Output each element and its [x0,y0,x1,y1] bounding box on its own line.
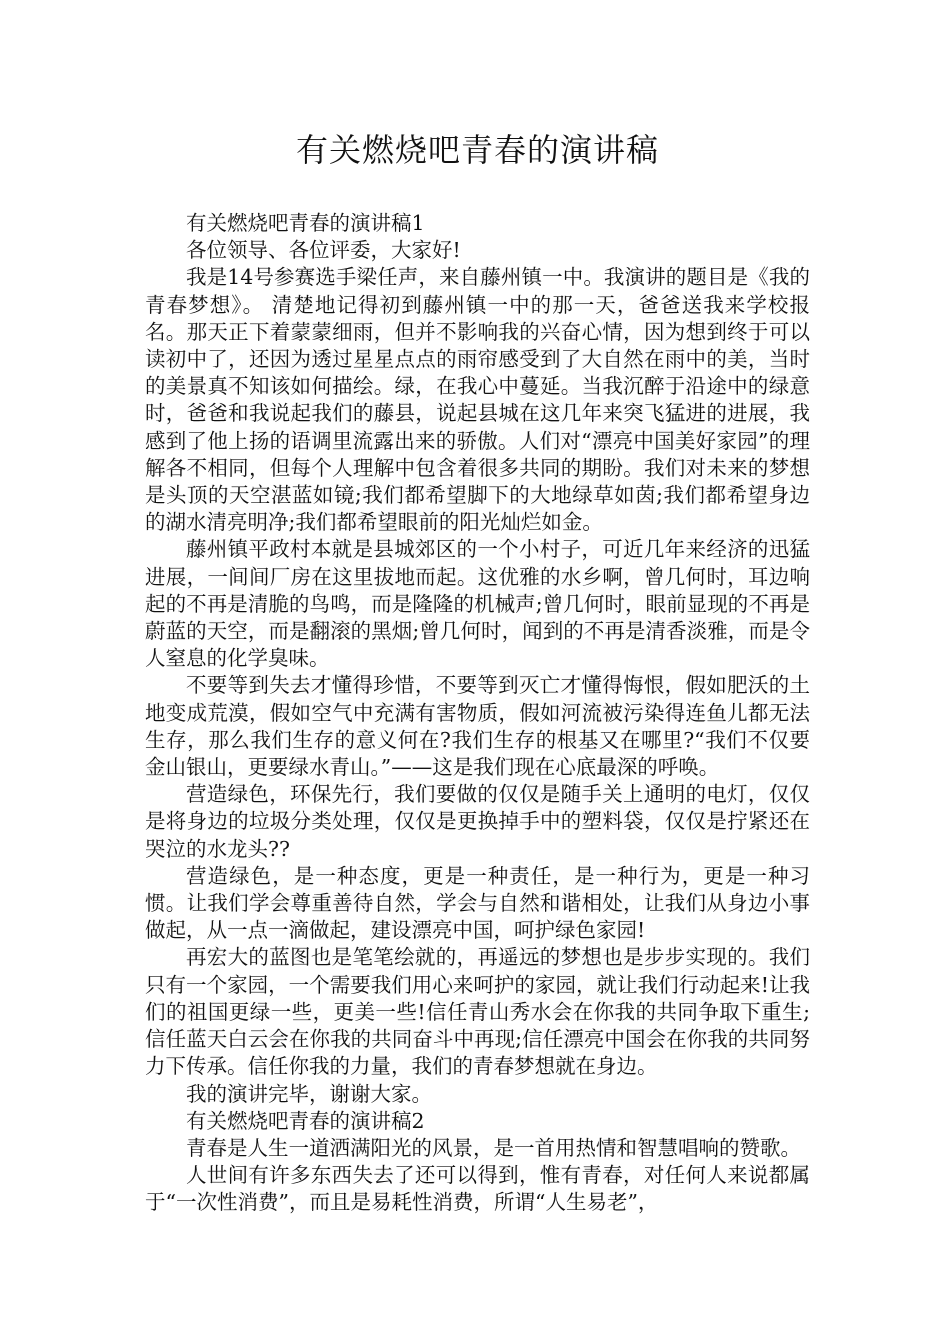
body-paragraph: 我是14号参赛选手梁任声，来自藤州镇一中。我演讲的题目是《我的青春梦想》。 清楚地记得初到藤州镇一中的那一天，爸爸送我来学校报名。那天正下着蒙蒙细雨，但并不影响我的兴奋心情，因为想到终于可以读初中了，还因为透过星星点点的雨帘感受到了大自然在雨中的美，当时的美景真不知该如何描绘。绿，在我心中蔓延。当我沉醉于沿途中的绿意时，爸爸和我说起我们的藤县，说起县城在这几年来突飞猛进的进展，我感到了他上扬的语调里流露出来的骄傲。人们对“漂亮中国美好家园”的理解各不相同，但每个人理解中包含着很多共同的期盼。我们对未来的梦想是头顶的天空湛蓝如镜;我们都希望脚下的大地绿草如茵;我们都希望身边的湖水清亮明净;我们都希望眼前的阳光灿烂如金。 [145,265,810,535]
body-paragraph: 再宏大的蓝图也是笔笔绘就的，再遥远的梦想也是步步实现的。我们只有一个家园，一个需要我们用心来呵护的家园，就让我们行动起来!让我们的祖国更绿一些，更美一些!信任青山秀水会在你我的共同争取下重生;信任蓝天白云会在你我的共同奋斗中再现;信任漂亮中国会在你我的共同努力下传承。信任你我的力量，我们的青春梦想就在身边。 [145,945,810,1079]
greeting-paragraph: 各位领导、各位评委，大家好! [186,238,461,263]
body-paragraph: 青春是人生一道洒满阳光的风景，是一首用热情和智慧唱响的赞歌。 [186,1135,801,1160]
closing-paragraph: 我的演讲完毕，谢谢大家。 [186,1081,432,1106]
body-paragraph: 营造绿色，是一种态度，更是一种责任，是一种行为，更是一种习惯。让我们学会尊重善待自然，学会与自然和谐相处，让我们从身边小事做起，从一点一滴做起，建设漂亮中国，呵护绿色家园! [145,863,810,943]
body-paragraph: 藤州镇平政村本就是县城郊区的一个小村子，可近几年来经济的迅猛进展，一间间厂房在这里拔地而起。这优雅的水乡啊，曾几何时，耳边响起的不再是清脆的鸟鸣，而是隆隆的机械声;曾几何时，眼前显现的不再是蔚蓝的天空，而是翻滚的黑烟;曾几何时，闻到的不再是清香淡雅，而是令人窒息的化学臭味。 [145,537,810,671]
section-heading-2: 有关燃烧吧青春的演讲稿2 [186,1108,425,1133]
section-heading-1: 有关燃烧吧青春的演讲稿1 [186,211,425,235]
body-paragraph: 营造绿色，环保先行，我们要做的仅仅是随手关上通明的电灯，仅仅是将身边的垃圾分类处理，仅仅是更换掉手中的塑料袋，仅仅是拧紧还在哭泣的水龙头?? [145,782,810,861]
body-paragraph: 不要等到失去才懂得珍惜，不要等到灭亡才懂得悔恨，假如肥沃的土地变成荒漠，假如空气中充满有害物质，假如河流被污染得连鱼儿都无法生存，那么我们生存的意义何在?我们生存的根基又在哪里?“我们不仅要金山银山，更要绿水青山。”——这是我们现在心底最深的呼唤。 [145,673,810,780]
document-title: 有关燃烧吧青春的演讲稿 [295,131,659,169]
document-page [145,128,810,1217]
body-paragraph: 人世间有许多东西失去了还可以得到，惟有青春，对任何人来说都属于“一次性消费”，而且是易耗性消费，所谓“人生易老”， [145,1163,810,1215]
